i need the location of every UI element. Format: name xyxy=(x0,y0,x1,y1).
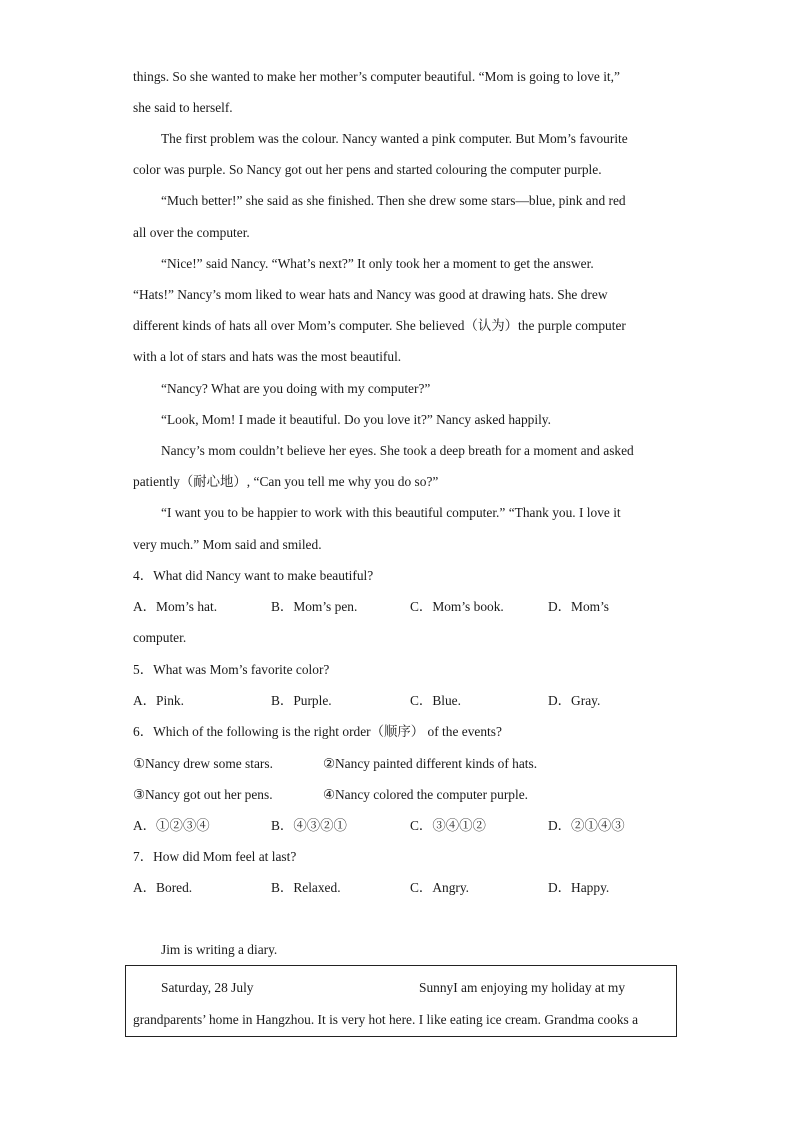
answer-option[interactable]: C．Angry. xyxy=(410,880,470,895)
answer-option[interactable]: B．Mom’s pen. xyxy=(271,599,358,614)
answer-option[interactable]: C．Mom’s book. xyxy=(410,599,504,614)
answer-option[interactable]: B．④③②① xyxy=(271,818,347,833)
answer-option[interactable]: A．①②③④ xyxy=(133,818,210,833)
story-line: she said to herself. xyxy=(133,100,233,115)
story-line: with a lot of stars and hats was the most beautiful. xyxy=(133,349,402,364)
story-line: The first problem was the colour. Nancy wanted a pink computer. But Mom’s favourite xyxy=(161,131,628,146)
story-line: all over the computer. xyxy=(133,225,250,240)
diary-intro: Jim is writing a diary. xyxy=(161,942,278,957)
answer-option[interactable]: C．Blue. xyxy=(410,693,461,708)
answer-option[interactable]: D．②①④③ xyxy=(548,818,625,833)
story-line: “Nancy? What are you doing with my computer?” xyxy=(161,381,431,396)
event-item: ①Nancy drew some stars. xyxy=(133,756,273,771)
story-line: color was purple. So Nancy got out her pens and started colouring the computer purple. xyxy=(133,162,602,177)
answer-option[interactable]: D．Mom’s xyxy=(548,599,610,614)
story-line: very much.” Mom said and smiled. xyxy=(133,537,322,552)
story-line: different kinds of hats all over Mom’s computer. She believed（认为）the purple computer xyxy=(133,318,626,333)
answer-option-wrap: computer. xyxy=(133,630,187,645)
answer-option[interactable]: A．Pink. xyxy=(133,693,184,708)
diary-date: Saturday, 28 July xyxy=(161,980,254,995)
question-stem: 6．Which of the following is the right order（顺序） of the events? xyxy=(133,724,502,739)
answer-option[interactable]: A．Mom’s hat. xyxy=(133,599,218,614)
story-line: patiently（耐心地）, “Can you tell me why you do so?” xyxy=(133,474,439,489)
event-item: ④Nancy colored the computer purple. xyxy=(323,787,528,802)
diary-box xyxy=(125,965,677,1037)
diary-weather-line: SunnyI am enjoying my holiday at my xyxy=(419,980,626,995)
story-line: Nancy’s mom couldn’t believe her eyes. She took a deep breath for a moment and asked xyxy=(161,443,634,458)
answer-option[interactable]: D．Gray. xyxy=(548,693,601,708)
story-line: “I want you to be happier to work with this beautiful computer.” “Thank you. I love it xyxy=(161,505,621,520)
answer-option[interactable]: D．Happy. xyxy=(548,880,610,895)
story-line: things. So she wanted to make her mother’s computer beautiful. “Mom is going to love it,” xyxy=(133,69,620,84)
event-item: ③Nancy got out her pens. xyxy=(133,787,273,802)
story-line: “Hats!” Nancy’s mom liked to wear hats and Nancy was good at drawing hats. She drew xyxy=(133,287,608,302)
story-line: “Nice!” said Nancy. “What’s next?” It only took her a moment to get the answer. xyxy=(161,256,594,271)
event-item: ②Nancy painted different kinds of hats. xyxy=(323,756,538,771)
question-stem: 4．What did Nancy want to make beautiful? xyxy=(133,568,374,583)
story-line: “Look, Mom! I made it beautiful. Do you love it?” Nancy asked happily. xyxy=(161,412,551,427)
answer-option[interactable]: B．Relaxed. xyxy=(271,880,341,895)
answer-option[interactable]: C．③④①② xyxy=(410,818,486,833)
story-line: “Much better!” she said as she finished. Then she drew some stars—blue, pink and red xyxy=(161,193,626,208)
question-stem: 5．What was Mom’s favorite color? xyxy=(133,662,330,677)
question-stem: 7．How did Mom feel at last? xyxy=(133,849,297,864)
answer-option[interactable]: B．Purple. xyxy=(271,693,332,708)
answer-option[interactable]: A．Bored. xyxy=(133,880,193,895)
diary-line: grandparents’ home in Hangzhou. It is very hot here. I like eating ice cream. Grandma cooks a xyxy=(133,1012,639,1027)
